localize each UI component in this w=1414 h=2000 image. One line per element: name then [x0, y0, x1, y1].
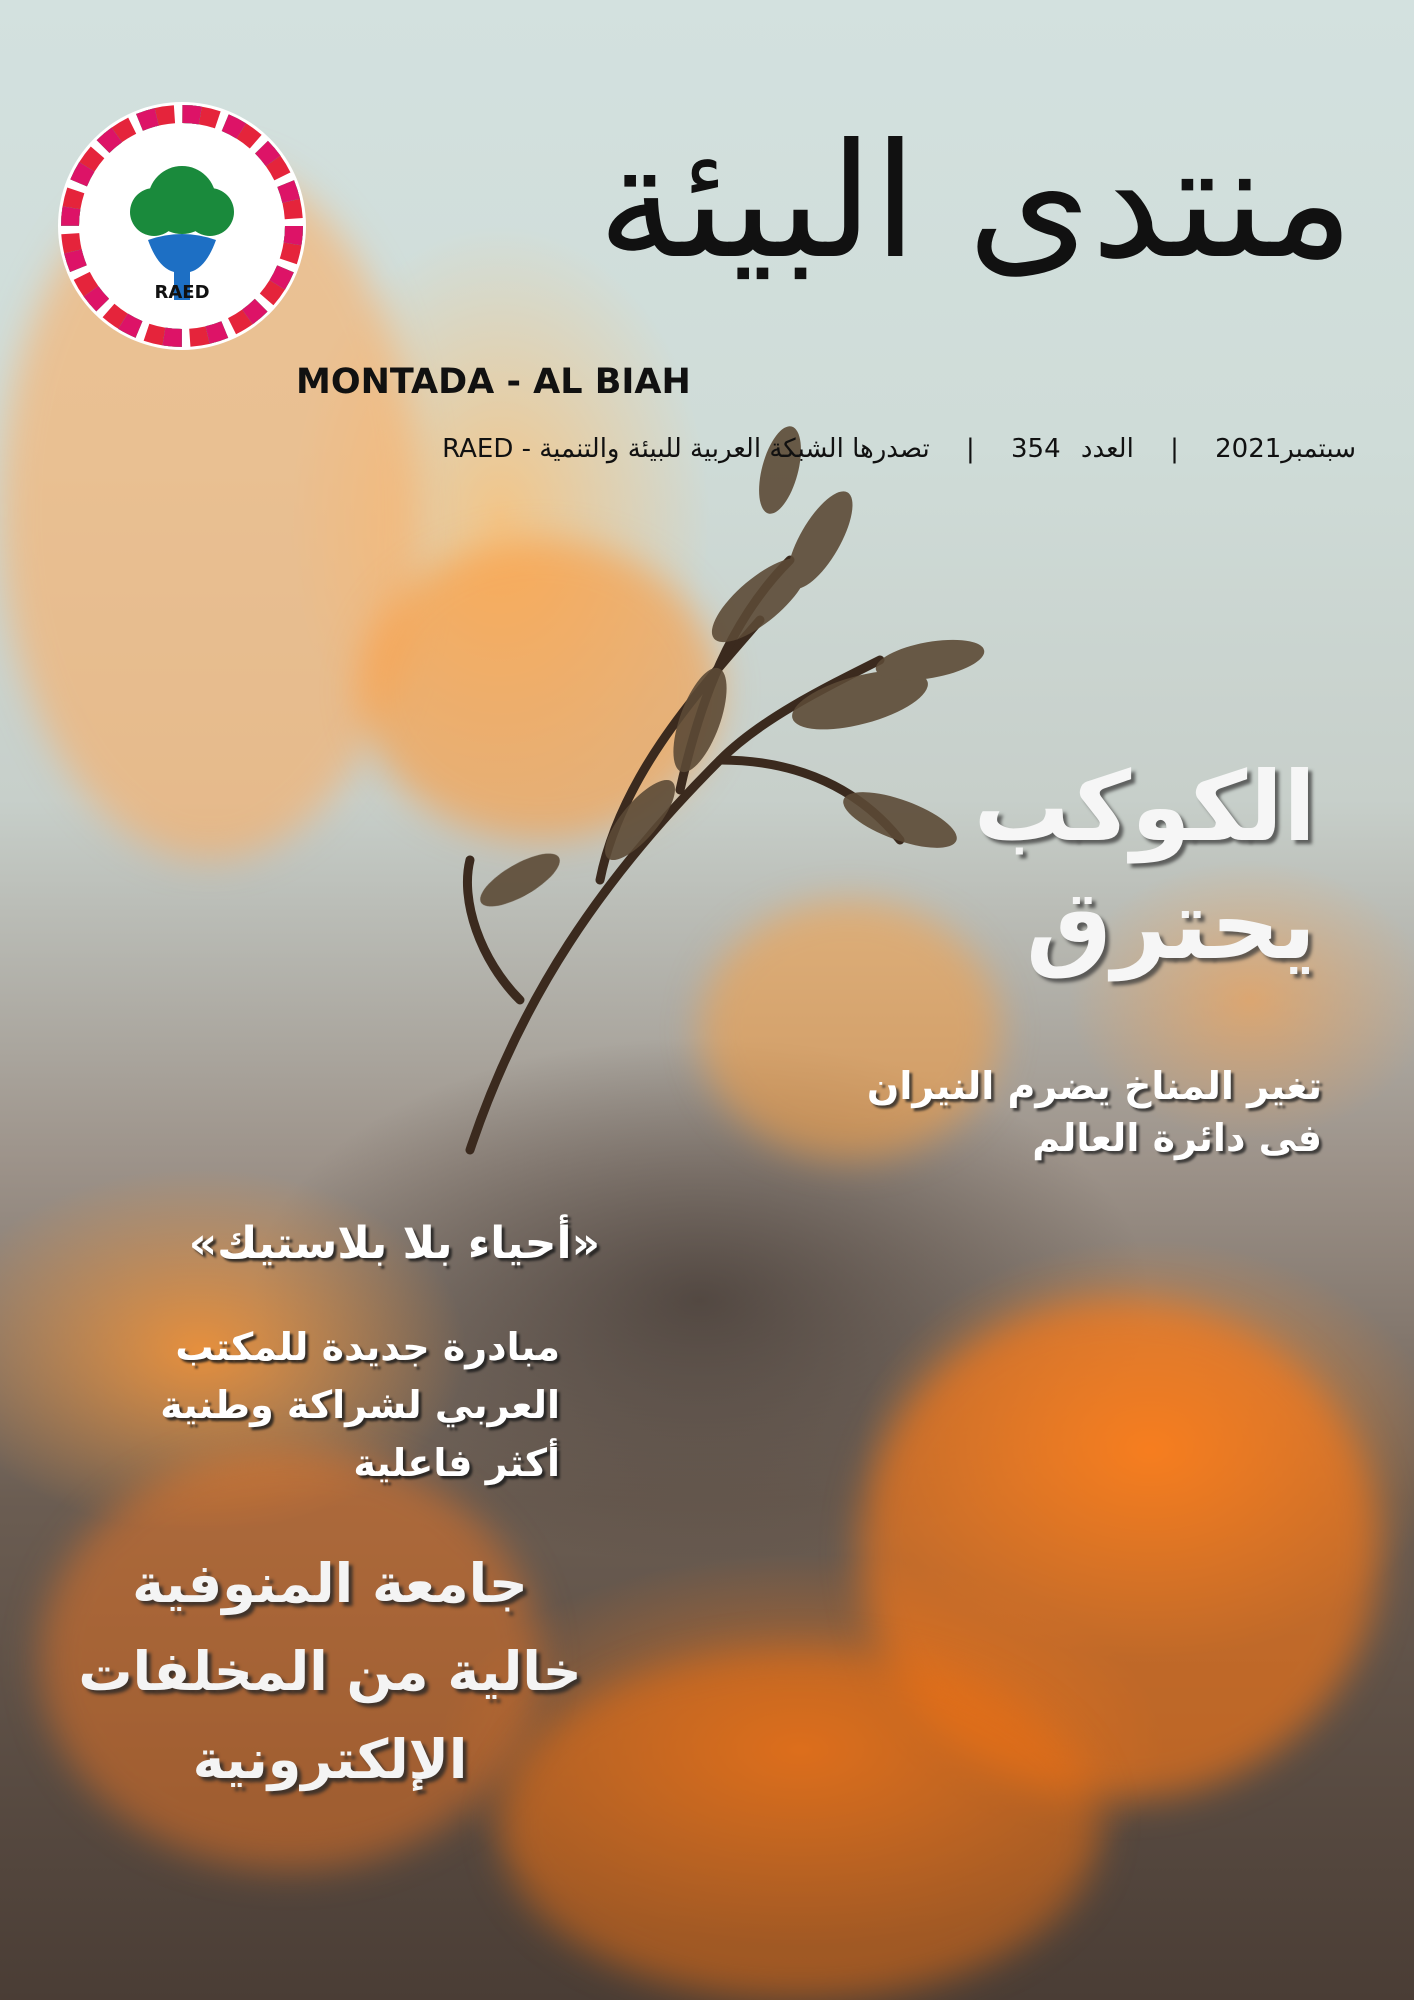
teaser-line: العربي لشراكة وطنية [160, 1383, 560, 1427]
story-teaser [60, 1318, 560, 1492]
headline-line: الكوكب [973, 751, 1316, 863]
teaser-line: مبادرة جديدة للمكتب [175, 1325, 560, 1369]
magazine-title-arabic: منتدى البيئة [597, 110, 1354, 294]
story-headline [60, 1540, 600, 1804]
headline-line: جامعة المنوفية [132, 1552, 528, 1615]
magazine-title-english: MONTADA - AL BIAH [296, 362, 691, 402]
subheadline-line: فى دائرة العالم [1032, 1116, 1322, 1160]
issue-info-line [436, 434, 1362, 464]
separator: | [965, 434, 975, 464]
publisher-line: تصدرها الشبكة العربية للبيئة والتنمية - RAED [442, 434, 930, 464]
teaser-line: أكثر فاعلية [353, 1441, 560, 1485]
separator: | [1170, 434, 1179, 464]
cover-subheadline [867, 1060, 1322, 1164]
issue-number: 354 [1011, 434, 1061, 464]
issue-date: سبتمبر2021 [1215, 434, 1356, 464]
issue-label: العدد [1080, 434, 1134, 464]
headline-line: يحترق [1026, 869, 1316, 981]
cover-headline [974, 748, 1316, 984]
story-title: «أحياء بلا بلاستيك» [188, 1218, 600, 1269]
subheadline-line: تغير المناخ يضرم النيران [866, 1064, 1322, 1108]
svg-text:RAED: RAED [154, 282, 210, 303]
raed-logo [56, 100, 308, 352]
headline-line: خالية من المخلفات [78, 1640, 582, 1703]
headline-line: الإلكترونية [192, 1728, 468, 1791]
